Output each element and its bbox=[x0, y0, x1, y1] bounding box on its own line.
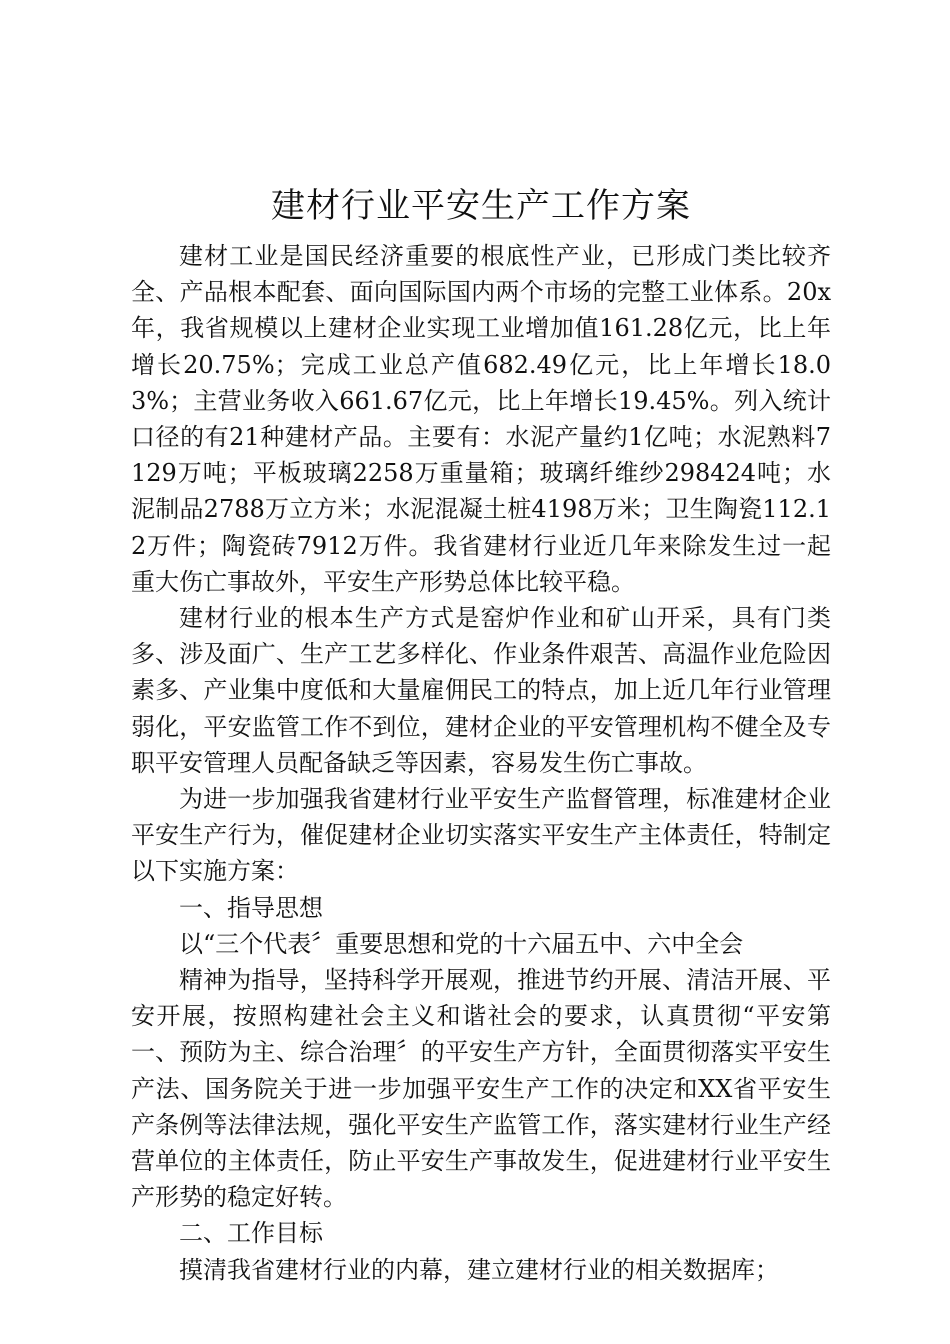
document-page bbox=[131, 180, 831, 1288]
paragraph-guiding-ideology-lead: 以“三个代表〞重要思想和党的十六届五中、六中全会 bbox=[179, 929, 744, 958]
section-heading-guiding-ideology: 一、指导思想 bbox=[179, 893, 323, 922]
paragraph-work-goals: 摸清我省建材行业的内幕，建立建材行业的相关数据库； bbox=[179, 1255, 779, 1284]
paragraph-plan-purpose: 为进一步加强我省建材行业平安生产监督管理，标准建材企业平安生产行为，催促建材企业切实落实平安生产主体责任，特制定以下实施方案： bbox=[131, 785, 831, 886]
paragraph-production-risks: 建材行业的根本生产方式是窑炉作业和矿山开采，具有门类多、涉及面广、生产工艺多样化、作业条件艰苦、高温作业危险因素多、产业集中度低和大量雇佣民工的特点，加上近几年行业管理弱化，平安监管工作不到位，建材企业的平安管理机构不健全及专职平安管理人员配备缺乏等因素，容易发生伤亡事故。 bbox=[131, 604, 831, 777]
paragraph-guiding-ideology-body: 精神为指导，坚持科学开展观，推进节约开展、清洁开展、平安开展，按照构建社会主义和谐社会的要求，认真贯彻“平安第一、预防为主、综合治理〞的平安生产方针，全面贯彻落实平安生产法、国务院关于进一步加强平安生产工作的决定和XX省平安生产条例等法律法规，强化平安生产监管工作，落实建材行业生产经营单位的主体责任，防止平安生产事故发生，促进建材行业平安生产形势的稳定好转。 bbox=[131, 966, 831, 1212]
paragraph-industry-overview: 建材工业是国民经济重要的根底性产业，已形成门类比较齐全、产品根本配套、面向国际国内两个市场的完整工业体系。20x年，我省规模以上建材企业实现工业增加值161.28亿元，比上年增长20.75%；完成工业总产值682.49亿元，比上年增长18.03%；主营业务收入661.67亿元，比上年增长19.45%。列入统计口径的有21种建材产品。主要有：水泥产量约1亿吨；水泥熟料7129万吨；平板玻璃2258万重量箱；玻璃纤维纱298424吨；水泥制品2788万立方米；水泥混凝土桩4198万米；卫生陶瓷112.12万件；陶瓷砖7912万件。我省建材行业近几年来除发生过一起重大伤亡事故外，平安生产形势总体比较平稳。 bbox=[131, 242, 831, 596]
section-heading-work-goals: 二、工作目标 bbox=[179, 1219, 323, 1248]
document-title: 建材行业平安生产工作方案 bbox=[271, 186, 691, 226]
